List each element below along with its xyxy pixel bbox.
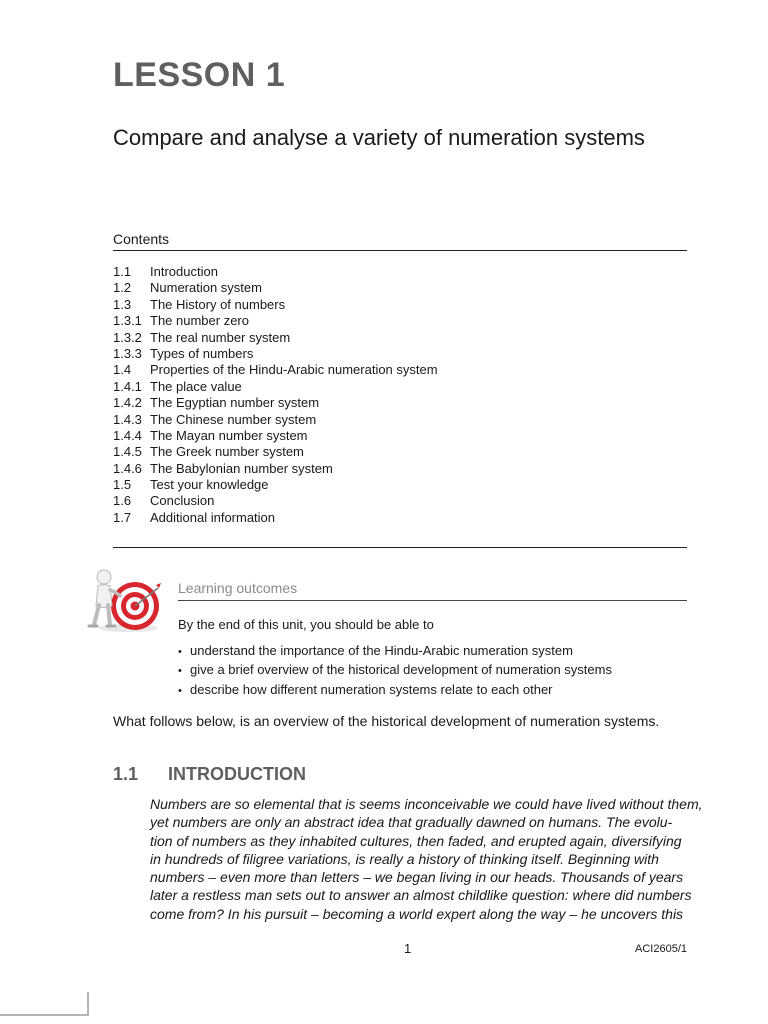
toc-item-number: 1.5 [113,477,132,493]
learning-outcome-text: describe how different numeration systems relate to each other [190,681,553,697]
toc-item-number: 1.7 [113,509,132,525]
page-subtitle: Compare and analyse a variety of numeration systems [113,125,645,150]
learning-outcome-item [178,641,612,660]
paragraph-line: yet numbers are only an abstract idea that gradually dawned on humans. The evolu- [150,814,673,831]
toc-item-number: 1.3.3 [113,345,142,361]
toc-item-label: Numeration system [150,280,262,296]
toc-item-number: 1.4.3 [113,411,142,427]
toc-item-label: The Greek number system [150,444,304,460]
bullet: • [178,646,182,658]
contents-heading: Contents [113,230,687,251]
toc-item [113,493,687,509]
learning-outcome-text: give a brief overview of the historical development of numeration systems [190,662,612,678]
section-number: 1.1 [113,764,139,784]
learning-outcomes-heading: Learning outcomes [178,579,687,601]
toc-item-number: 1.3.2 [113,329,142,345]
toc-item [113,379,687,395]
toc-item-number: 1.3 [113,296,132,312]
contents-divider [113,547,687,548]
toc-item [113,346,687,362]
page-number: 1 [404,941,412,956]
paragraph-line: numbers – even more than letters – we began living in our heads. Thousands of years [150,869,684,886]
toc-item-number: 1.4.6 [113,460,142,476]
overview-paragraph: What follows below, is an overview of the historical development of numeration systems. [113,713,660,729]
paragraph-line: come from? In his pursuit – becoming a world expert along the way – he uncovers this [150,905,684,922]
toc-item [113,412,687,428]
introduction-paragraph [150,795,703,923]
toc-item-label: The History of numbers [150,296,286,312]
toc-item-number: 1.6 [113,493,132,509]
toc-item-label: The Mayan number system [150,427,308,443]
toc-item-label: The Egyptian number system [150,395,320,411]
paragraph-line: Numbers are so elemental that is seems inconceivable we could have lived without them, [150,796,703,812]
table-of-contents [113,264,687,526]
toc-item [113,510,687,526]
learning-outcome-item [178,660,612,679]
toc-item-number: 1.2 [113,280,132,296]
toc-item [113,330,687,346]
toc-item-label: Test your knowledge [150,477,269,493]
toc-item-number: 1.4.1 [113,378,142,394]
target-figure-icon [84,568,164,634]
learning-outcomes-list [178,641,612,699]
section-heading [113,764,306,785]
toc-item-number: 1.4.2 [113,395,142,411]
toc-item [113,313,687,329]
toc-item-number: 1.4.5 [113,444,142,460]
bullet: • [178,665,182,678]
toc-item-number: 1.4 [113,362,132,378]
toc-item-label: Types of numbers [150,345,254,361]
bullet: • [178,684,182,697]
toc-item [113,477,687,493]
toc-item-label: The number zero [150,313,249,329]
toc-item [113,444,687,460]
toc-item-label: The real number system [150,329,291,345]
toc-item [113,362,687,378]
toc-item-label: Introduction [150,264,218,279]
toc-item [113,395,687,411]
toc-item-number: 1.4.4 [113,427,142,443]
learning-outcomes-intro: By the end of this unit, you should be able to [178,617,434,632]
toc-item [113,297,687,313]
learning-outcome-text: understand the importance of the Hindu-Arabic numeration system [190,643,573,658]
paragraph-line: in hundreds of filigree variations, is really a history of thinking itself. Beginning with [150,850,659,867]
paragraph-line: later a restless man sets out to answer an almost childlike question: where did numbers [150,887,692,904]
toc-item [113,280,687,296]
toc-item-label: Conclusion [150,493,215,509]
course-code: ACI2605/1 [635,943,687,955]
toc-item [113,461,687,477]
page-corner-mark [0,992,89,1016]
paragraph-line: tion of numbers as they inhabited cultures, then faded, and erupted again, diversifying [150,832,682,849]
toc-item-number: 1.1 [113,264,132,279]
section-title: INTRODUCTION [168,764,306,784]
toc-item-label: The Babylonian number system [150,460,333,476]
toc-item-number: 1.3.1 [113,313,142,329]
toc-item-label: The Chinese number system [150,411,317,427]
toc-item-label: The place value [150,378,242,394]
learning-outcome-item [178,680,612,699]
toc-item-label: Properties of the Hindu-Arabic numeration system [150,362,438,378]
toc-item [113,264,687,280]
toc-item-label: Additional information [150,509,276,525]
toc-item [113,428,687,444]
lesson-title: LESSON 1 [113,56,286,94]
